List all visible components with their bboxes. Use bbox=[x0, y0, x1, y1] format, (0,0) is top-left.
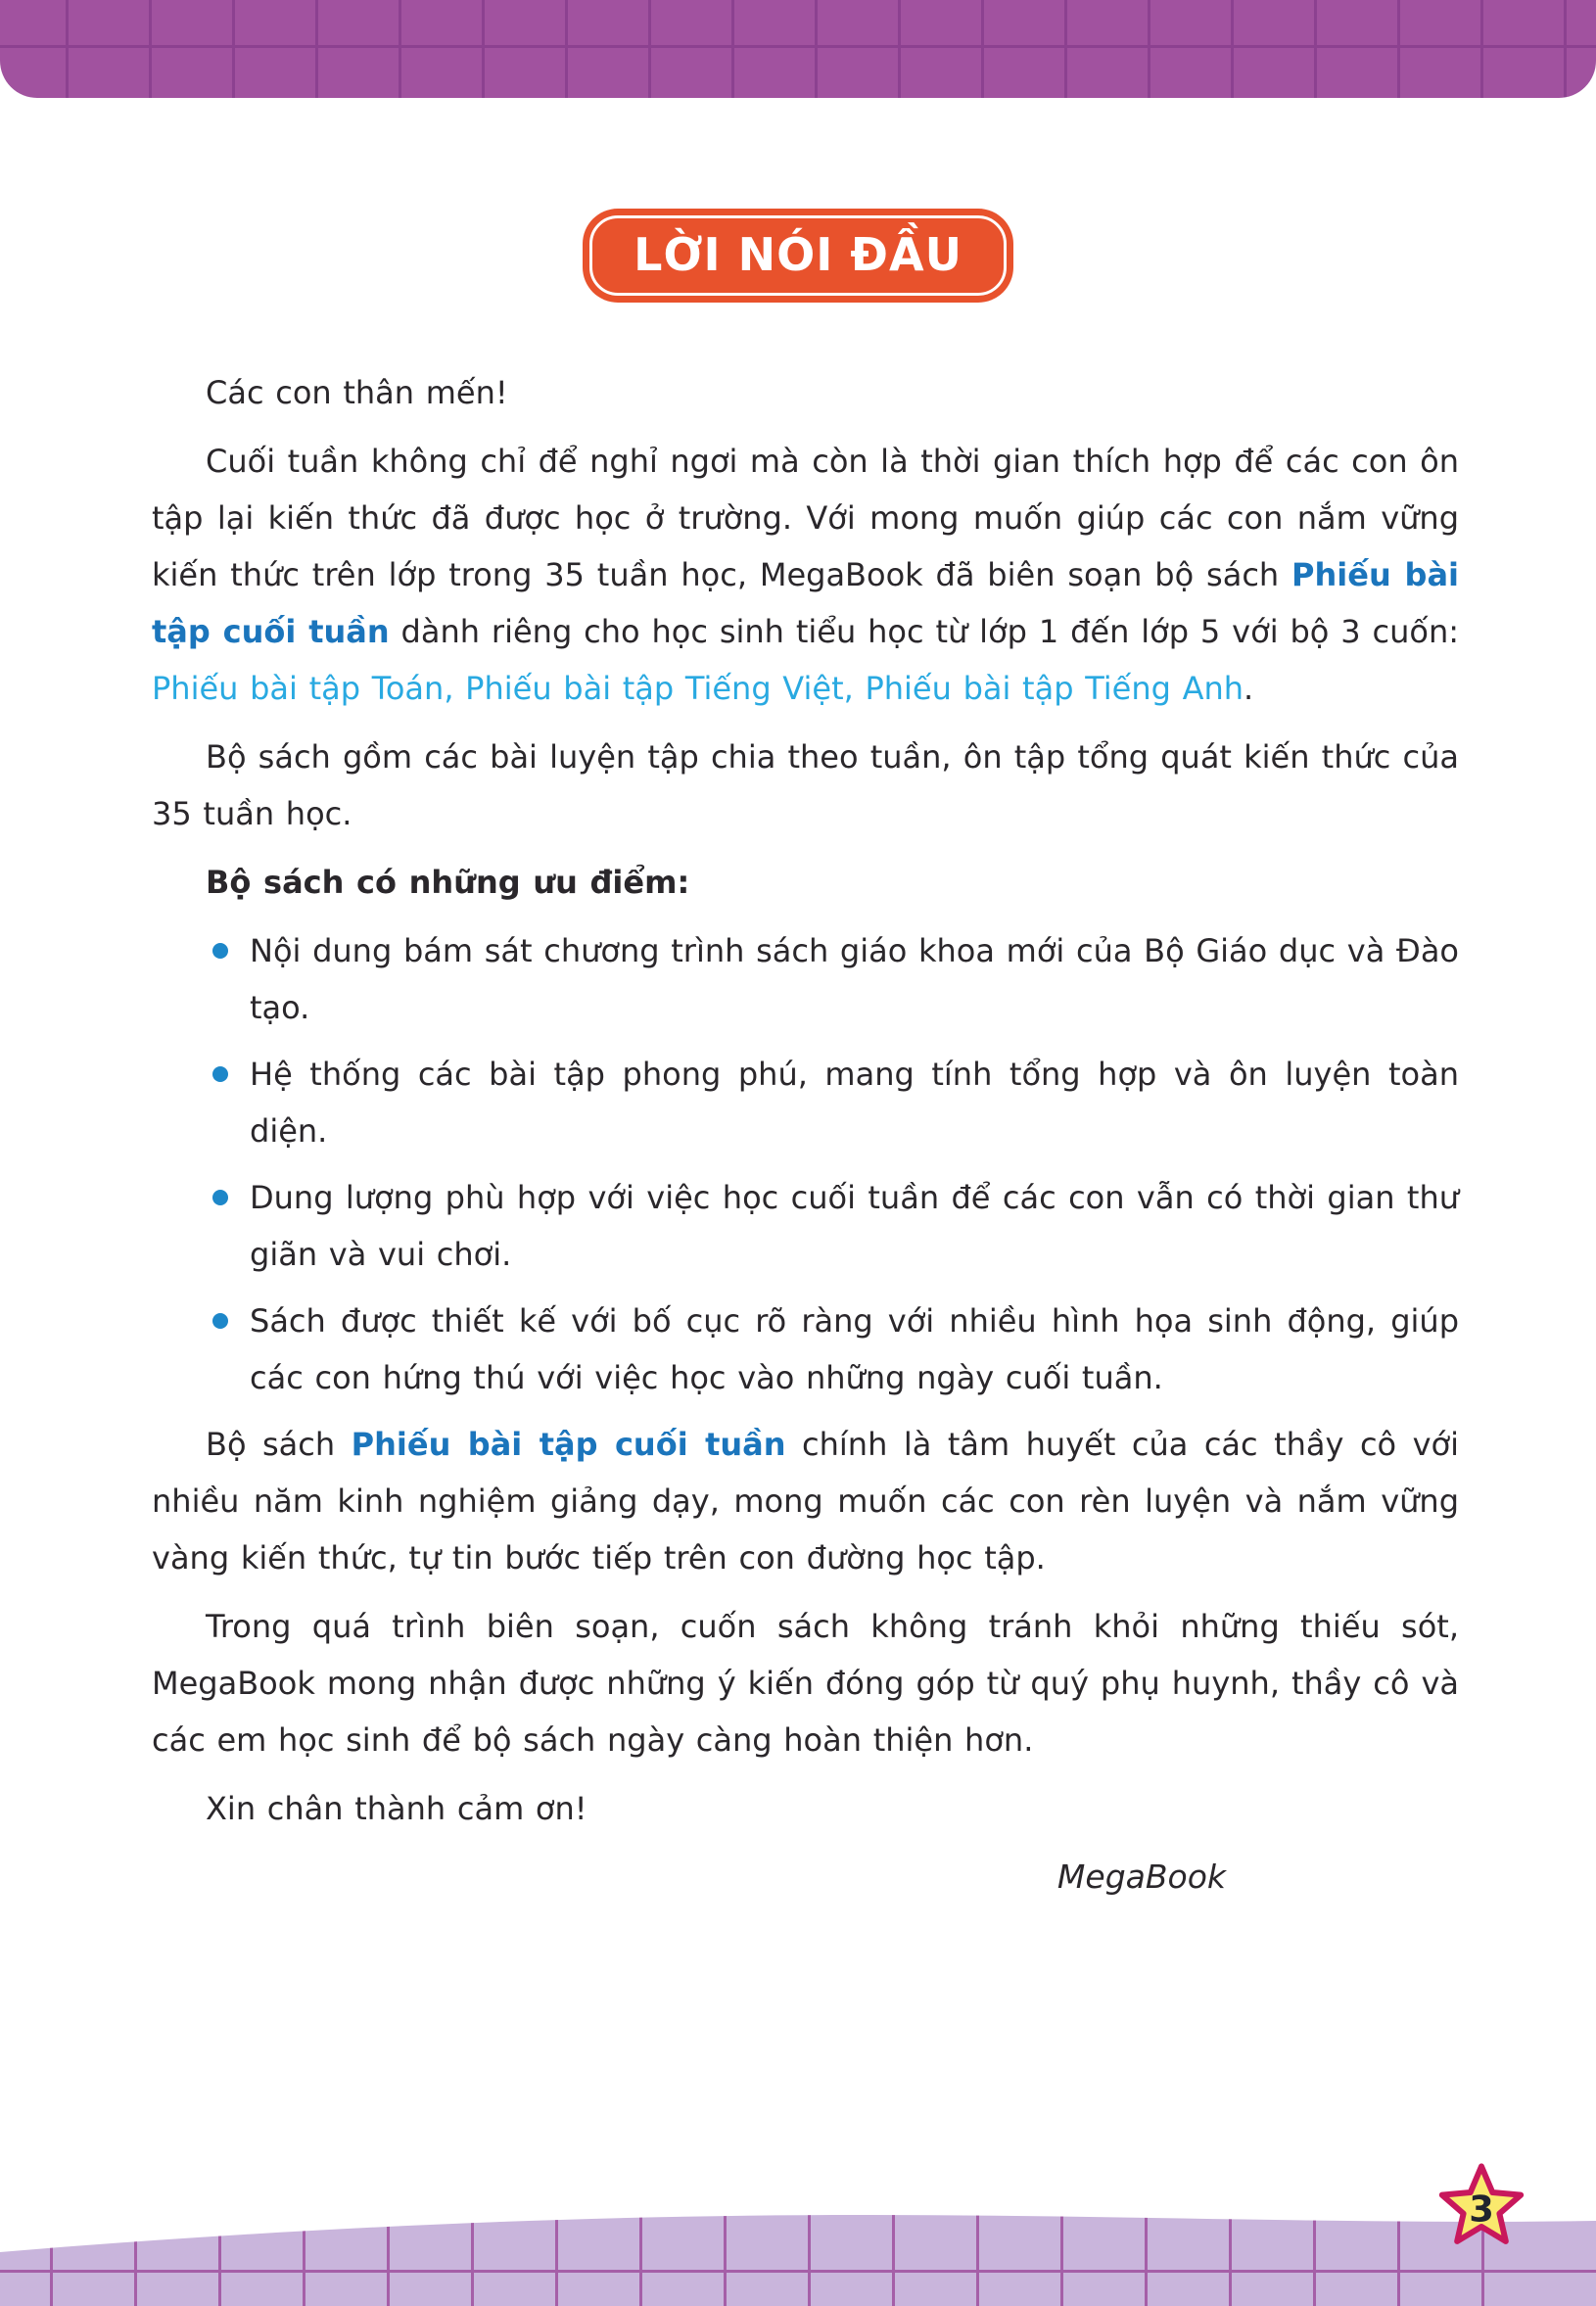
list-item bbox=[152, 1169, 1459, 1283]
dedication-pre: Bộ sách bbox=[206, 1426, 352, 1463]
page-title: LỜI NÓI ĐẦU bbox=[634, 228, 962, 281]
star-icon bbox=[1435, 2159, 1527, 2249]
main-text bbox=[152, 364, 1459, 1906]
signature: MegaBook bbox=[1056, 1858, 1226, 1896]
paragraph-series-intro bbox=[152, 433, 1459, 717]
list-item bbox=[152, 1046, 1459, 1159]
feature-text: Sách được thiết kế với bố cục rõ ràng với nhiều hình họa sinh động, giúp các con hứng thú với việc học vào những ngày cuối tuần. bbox=[250, 1302, 1459, 1396]
feature-text: Hệ thống các bài tập phong phú, mang tính tổng hợp và ôn luyện toàn diện. bbox=[250, 1056, 1459, 1150]
series-name-bold: Phiếu bài tập cuối tuần bbox=[351, 1426, 786, 1463]
features-list bbox=[152, 922, 1459, 1406]
feature-text: Dung lượng phù hợp với việc học cuối tuần để các con vẫn có thời gian thư giãn và vui chơi. bbox=[250, 1179, 1459, 1273]
title-badge-row bbox=[0, 209, 1596, 303]
dedication-rest: chính là tâm huyết của các thầy cô với nhiều năm kinh nghiệm giảng dạy, mong muốn các con rèn luyện và nắm vững vàng kiến thức, tự tin bước tiếp trên con đường học tập. bbox=[152, 1426, 1460, 1577]
list-item bbox=[152, 922, 1459, 1036]
list-item bbox=[152, 1293, 1459, 1406]
feature-text: Nội dung bám sát chương trình sách giáo khoa mới của Bộ Giáo dục và Đào tạo. bbox=[250, 932, 1459, 1026]
header-band bbox=[0, 0, 1596, 98]
bullet-dot-icon bbox=[212, 943, 228, 959]
paragraph-overview: Bộ sách gồm các bài luyện tập chia theo tuần, ôn tập tổng quát kiến thức của 35 tuần học. bbox=[152, 738, 1459, 832]
paragraph-dedication bbox=[152, 1416, 1459, 1586]
footer-band bbox=[0, 2140, 1596, 2306]
page-number: 3 bbox=[1469, 2188, 1494, 2231]
title-badge bbox=[583, 209, 1013, 303]
bullet-dot-icon bbox=[212, 1313, 228, 1329]
series-intro-end: . bbox=[1244, 670, 1254, 707]
series-intro-mid: dành riêng cho học sinh tiểu học từ lớp 1 đến lớp 5 với bộ 3 cuốn: bbox=[389, 613, 1460, 650]
features-heading: Bộ sách có những ưu điểm: bbox=[206, 864, 690, 901]
bullet-dot-icon bbox=[212, 1190, 228, 1205]
series-name-bold: Phiếu bài tập cuối tuần bbox=[152, 556, 1459, 650]
greeting-text: Các con thân mến! bbox=[206, 374, 508, 411]
series-book-titles: Phiếu bài tập Toán, Phiếu bài tập Tiếng Việt, Phiếu bài tập Tiếng Anh bbox=[152, 670, 1244, 707]
paragraph-feedback: Trong quá trình biên soạn, cuốn sách không tránh khỏi những thiếu sót, MegaBook mong nhận được những ý kiến đóng góp từ quý phụ huynh, thầy cô và các em học sinh để bộ sách ngày càng hoàn thiện hơn. bbox=[152, 1608, 1459, 1759]
bullet-dot-icon bbox=[212, 1066, 228, 1082]
greeting-line bbox=[152, 364, 1459, 421]
series-intro-pre: Cuối tuần không chỉ để nghỉ ngơi mà còn là thời gian thích hợp để các con ôn tập lại kiến thức đã được học ở trường. Với mong muốn giúp các con nắm vững kiến thức trên lớp trong 35 tuần học, MegaBook đã biên soạn bộ sách bbox=[152, 443, 1459, 593]
title-badge-border bbox=[589, 215, 1007, 296]
closing-line: Xin chân thành cảm ơn! bbox=[206, 1790, 587, 1827]
page-number-star bbox=[1435, 2159, 1527, 2249]
